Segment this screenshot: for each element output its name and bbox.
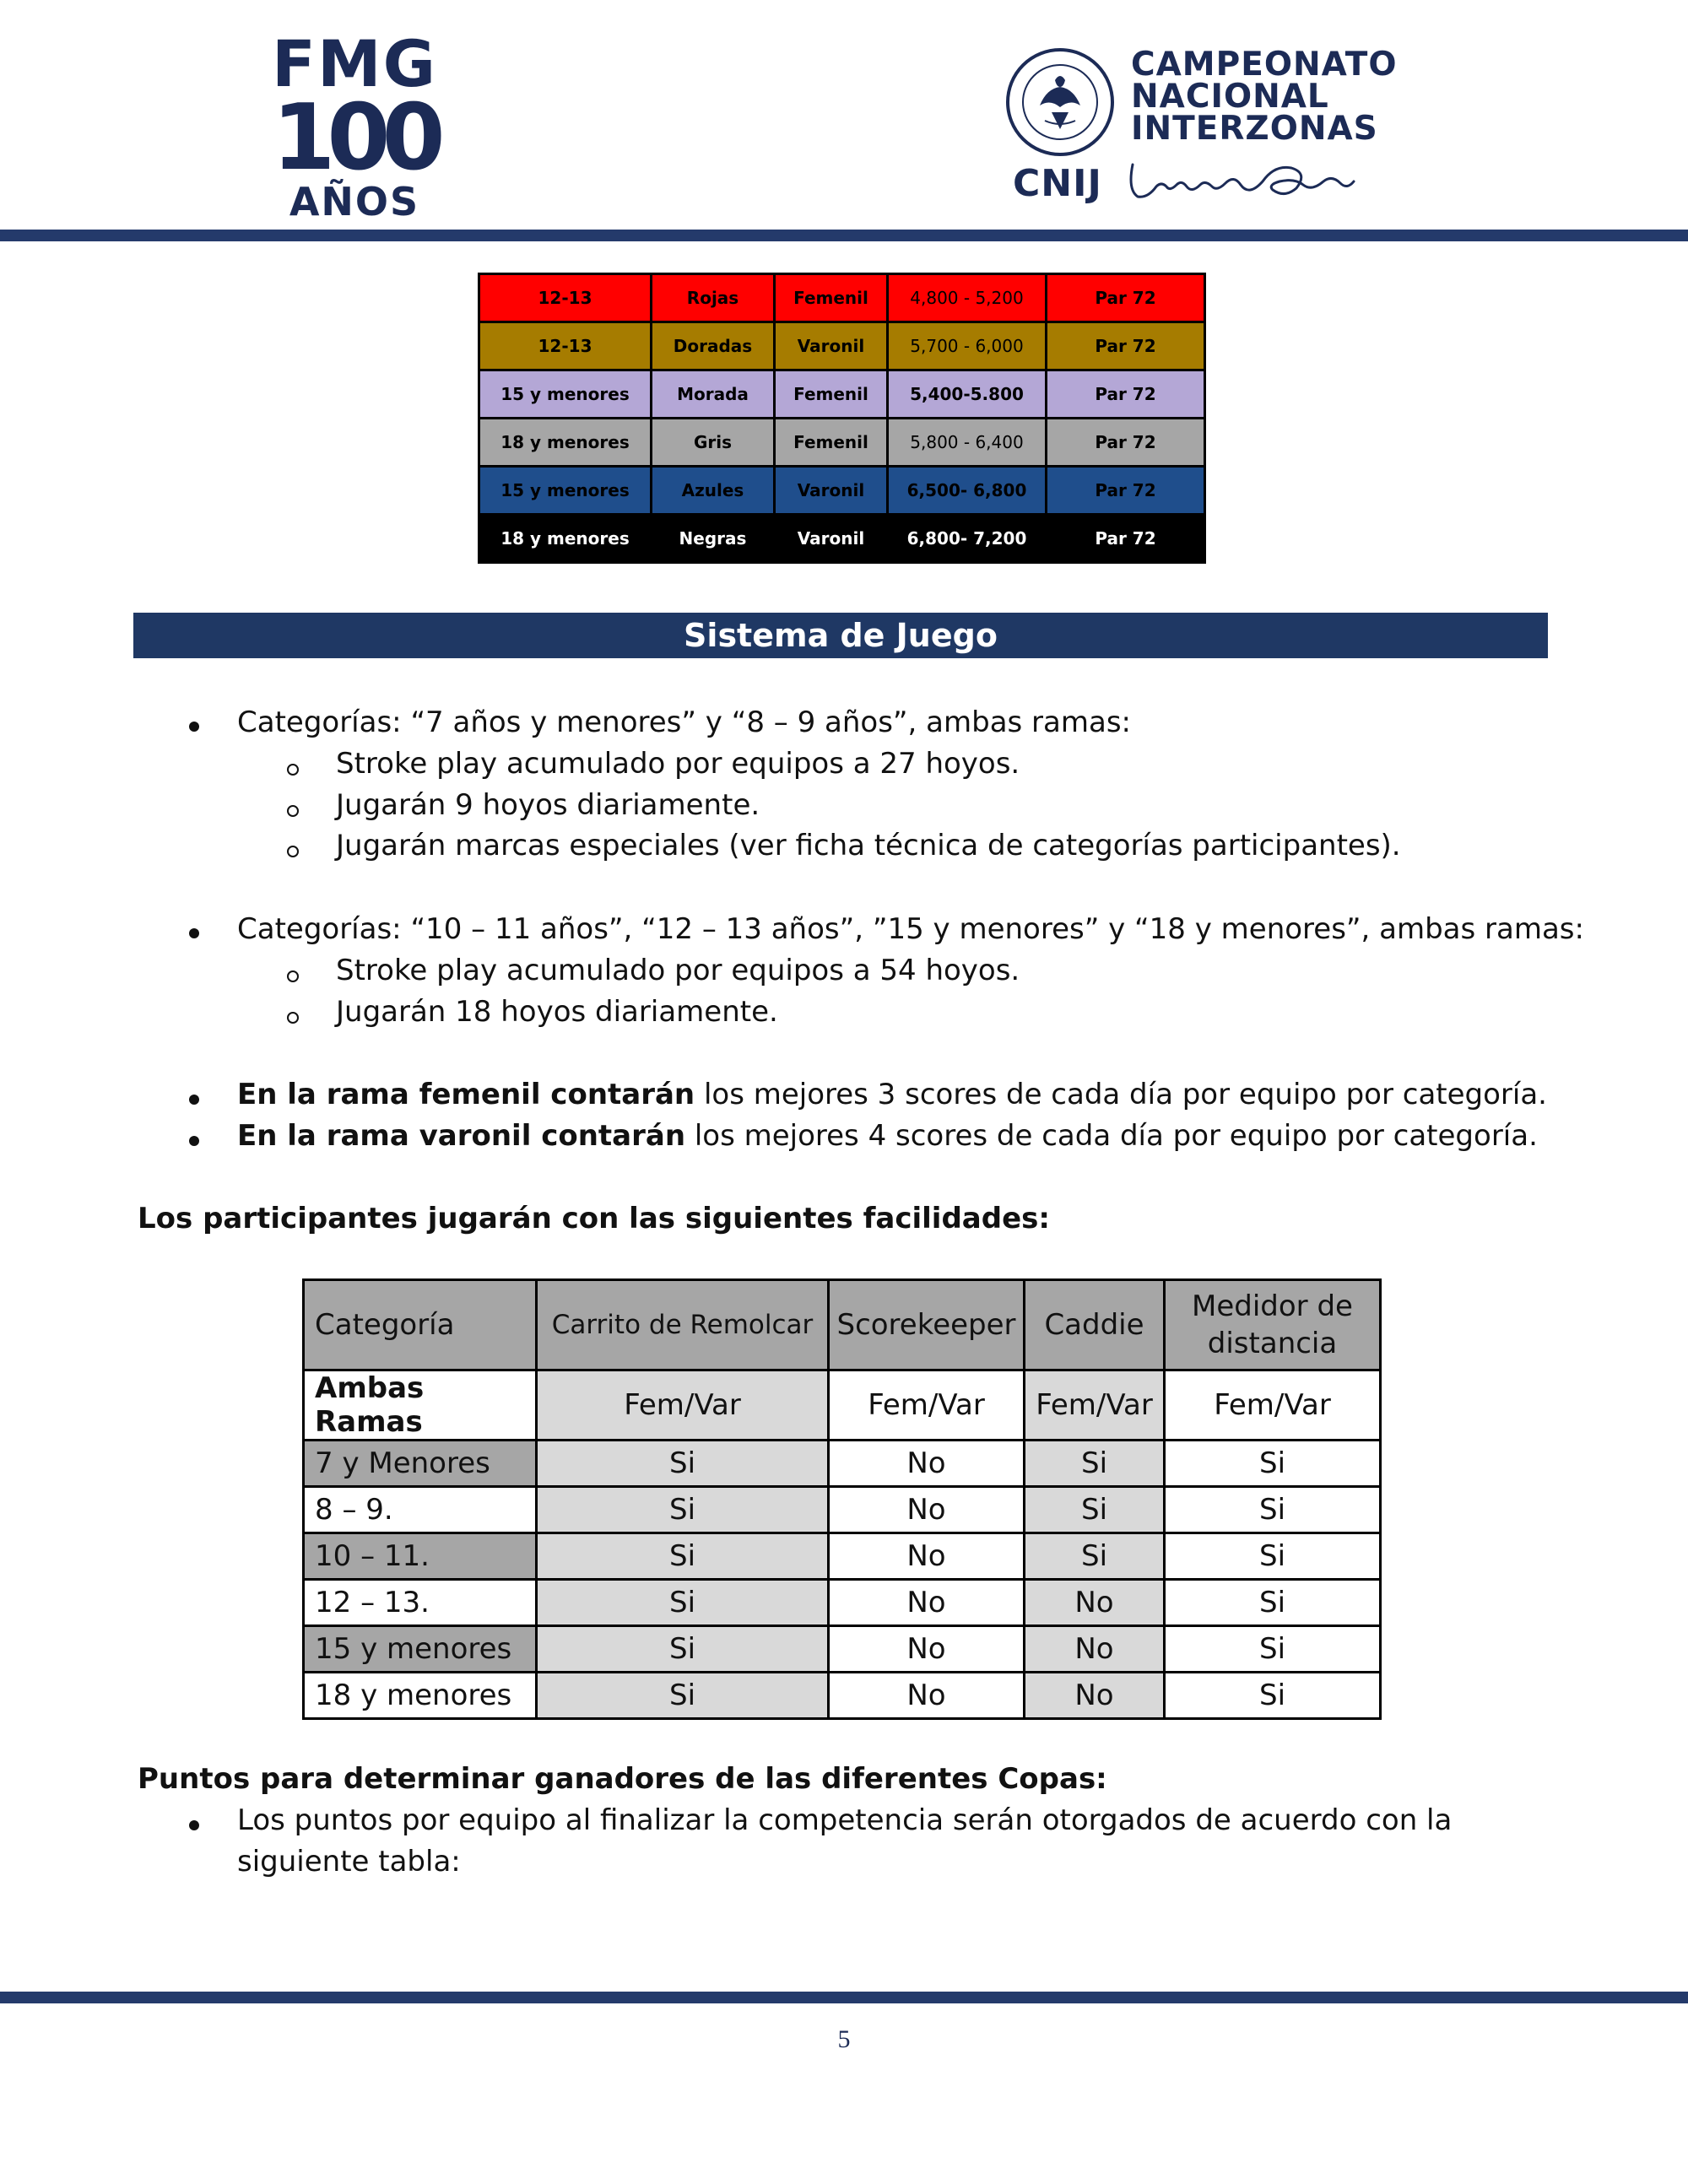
row-carrito: Si (537, 1580, 829, 1626)
tee-yards: 5,400-5.800 (888, 370, 1047, 419)
row-categoria: 15 y menores (304, 1626, 537, 1673)
header-carrito: Carrito de Remolcar (537, 1280, 829, 1370)
row-categoria: 7 y Menores (304, 1441, 537, 1487)
tee-markers-table (478, 273, 1206, 564)
row-scorekeeper: No (829, 1673, 1025, 1719)
row-medidor: Si (1165, 1487, 1381, 1533)
facilities-header-row (304, 1280, 1381, 1370)
row-caddie: No (1025, 1580, 1165, 1626)
bullet-categorias-7-9: Categorías: “7 años y menores” y “8 – 9 años”, ambas ramas: (237, 705, 1131, 739)
championship-title (1131, 46, 1398, 148)
header-categoria: Categoría (304, 1280, 537, 1370)
tee-age: 18 y menores (479, 515, 652, 563)
sub-bullet-9-hoyos: Jugarán 9 hoyos diariamente. (336, 788, 760, 822)
facilities-row (304, 1673, 1381, 1719)
header-medidor: Medidor de distancia (1165, 1280, 1381, 1370)
sub-bullet-circle (287, 970, 299, 982)
subheader-fem-var: Fem/Var (537, 1370, 829, 1441)
cnij-abbreviation: CNIJ (1013, 162, 1102, 205)
sub-bullet-18-hoyos: Jugarán 18 hoyos diariamente. (336, 995, 778, 1029)
tee-par: Par 72 (1047, 274, 1205, 322)
header-scorekeeper: Scorekeeper (829, 1280, 1025, 1370)
tee-color: Negras (652, 515, 775, 563)
tee-branch: Varonil (775, 322, 888, 370)
footer-rule (0, 1992, 1688, 2003)
bullet-dot (189, 1820, 199, 1830)
row-caddie: Si (1025, 1487, 1165, 1533)
row-scorekeeper: No (829, 1487, 1025, 1533)
lorena-ochoa-signature-icon (1123, 148, 1359, 207)
row-medidor: Si (1165, 1673, 1381, 1719)
row-carrito: Si (537, 1441, 829, 1487)
row-categoria: 10 – 11. (304, 1533, 537, 1580)
bullet-rama-femenil (237, 1078, 1547, 1111)
tee-age: 12-13 (479, 274, 652, 322)
rama-varonil-rest: los mejores 4 scores de cada día por equipo por categoría. (685, 1119, 1538, 1153)
tee-par: Par 72 (1047, 370, 1205, 419)
championship-line1: CAMPEONATO (1131, 46, 1398, 84)
tee-row (479, 419, 1205, 467)
row-carrito: Si (537, 1626, 829, 1673)
row-medidor: Si (1165, 1533, 1381, 1580)
tee-row (479, 467, 1205, 515)
bullet-dot (189, 1095, 199, 1105)
sub-bullet-circle (287, 846, 299, 857)
tee-branch: Femenil (775, 274, 888, 322)
section-title-sistema-de-juego: Sistema de Juego (133, 613, 1548, 658)
tee-par: Par 72 (1047, 322, 1205, 370)
page-number: 5 (837, 2025, 851, 2053)
tee-row (479, 274, 1205, 322)
tee-age: 18 y menores (479, 419, 652, 467)
points-heading: Puntos para determinar ganadores de las diferentes Copas: (138, 1762, 1107, 1796)
tee-branch: Femenil (775, 419, 888, 467)
sub-bullet-stroke-27: Stroke play acumulado por equipos a 27 hoyos. (336, 747, 1020, 781)
points-bullet-line2: siguiente tabla: (237, 1845, 461, 1879)
row-caddie: Si (1025, 1533, 1165, 1580)
sub-bullet-stroke-54: Stroke play acumulado por equipos a 54 hoyos. (336, 954, 1020, 987)
tee-color: Rojas (652, 274, 775, 322)
sub-bullet-circle (287, 764, 299, 776)
tee-par: Par 72 (1047, 467, 1205, 515)
fmg-logo-line2: 100 (272, 85, 437, 191)
tee-branch: Varonil (775, 467, 888, 515)
header-caddie: Caddie (1025, 1280, 1165, 1370)
row-scorekeeper: No (829, 1626, 1025, 1673)
tee-age: 15 y menores (479, 467, 652, 515)
tee-color: Gris (652, 419, 775, 467)
facilities-row (304, 1441, 1381, 1487)
row-scorekeeper: No (829, 1580, 1025, 1626)
bullet-dot (189, 1136, 199, 1146)
fmg-logo-line1: FMG (272, 26, 437, 101)
tee-yards: 4,800 - 5,200 (888, 274, 1047, 322)
tee-branch: Femenil (775, 370, 888, 419)
row-carrito: Si (537, 1487, 829, 1533)
facilities-subheader-row (304, 1370, 1381, 1441)
tee-par: Par 72 (1047, 419, 1205, 467)
row-categoria: 12 – 13. (304, 1580, 537, 1626)
tee-row (479, 515, 1205, 563)
tee-par: Par 72 (1047, 515, 1205, 563)
tee-yards: 5,800 - 6,400 (888, 419, 1047, 467)
row-scorekeeper: No (829, 1441, 1025, 1487)
bullet-dot (189, 928, 199, 938)
row-categoria: 18 y menores (304, 1673, 537, 1719)
tee-yards: 5,700 - 6,000 (888, 322, 1047, 370)
row-medidor: Si (1165, 1626, 1381, 1673)
fmg-100-logo (253, 26, 456, 224)
header-rule (0, 230, 1688, 241)
tee-color: Morada (652, 370, 775, 419)
bullet-rama-varonil (237, 1119, 1538, 1153)
row-medidor: Si (1165, 1441, 1381, 1487)
tee-color: Azules (652, 467, 775, 515)
row-categoria: 8 – 9. (304, 1487, 537, 1533)
row-caddie: No (1025, 1673, 1165, 1719)
rama-varonil-bold: En la rama varonil contarán (237, 1119, 686, 1153)
subheader-ambas-ramas: Ambas Ramas (304, 1370, 537, 1441)
rama-femenil-rest: los mejores 3 scores de cada día por equipo por categoría. (695, 1078, 1547, 1111)
bullet-dot (189, 722, 199, 732)
sub-bullet-circle (287, 1012, 299, 1024)
tee-row (479, 370, 1205, 419)
tee-row (479, 322, 1205, 370)
tee-branch: Varonil (775, 515, 888, 563)
facilities-heading: Los participantes jugarán con las siguientes facilidades: (138, 1202, 1050, 1235)
championship-line2: NACIONAL (1131, 78, 1329, 116)
sub-bullet-marcas: Jugarán marcas especiales (ver ficha técnica de categorías participantes). (336, 829, 1401, 862)
facilities-row (304, 1580, 1381, 1626)
tee-yards: 6,800- 7,200 (888, 515, 1047, 563)
fmg-logo-line3: AÑOS (289, 179, 420, 224)
row-caddie: Si (1025, 1441, 1165, 1487)
championship-line3: INTERZONAS (1131, 110, 1378, 148)
rama-femenil-bold: En la rama femenil contarán (237, 1078, 695, 1111)
row-carrito: Si (537, 1533, 829, 1580)
tee-yards: 6,500- 6,800 (888, 467, 1047, 515)
points-bullet-line1: Los puntos por equipo al finalizar la competencia serán otorgados de acuerdo con la (237, 1803, 1453, 1837)
facilities-row (304, 1533, 1381, 1580)
row-caddie: No (1025, 1626, 1165, 1673)
facilities-row (304, 1626, 1381, 1673)
sub-bullet-circle (287, 805, 299, 817)
row-carrito: Si (537, 1673, 829, 1719)
federation-seal-icon (1004, 46, 1116, 158)
facilities-table (302, 1279, 1382, 1720)
tee-color: Doradas (652, 322, 775, 370)
tee-age: 15 y menores (479, 370, 652, 419)
subheader-fem-var: Fem/Var (1165, 1370, 1381, 1441)
tee-age: 12-13 (479, 322, 652, 370)
subheader-fem-var: Fem/Var (1025, 1370, 1165, 1441)
facilities-row (304, 1487, 1381, 1533)
subheader-fem-var: Fem/Var (829, 1370, 1025, 1441)
bullet-categorias-10-18: Categorías: “10 – 11 años”, “12 – 13 años”, ”15 y menores” y “18 y menores”, ambas ramas: (237, 912, 1584, 946)
row-scorekeeper: No (829, 1533, 1025, 1580)
row-medidor: Si (1165, 1580, 1381, 1626)
